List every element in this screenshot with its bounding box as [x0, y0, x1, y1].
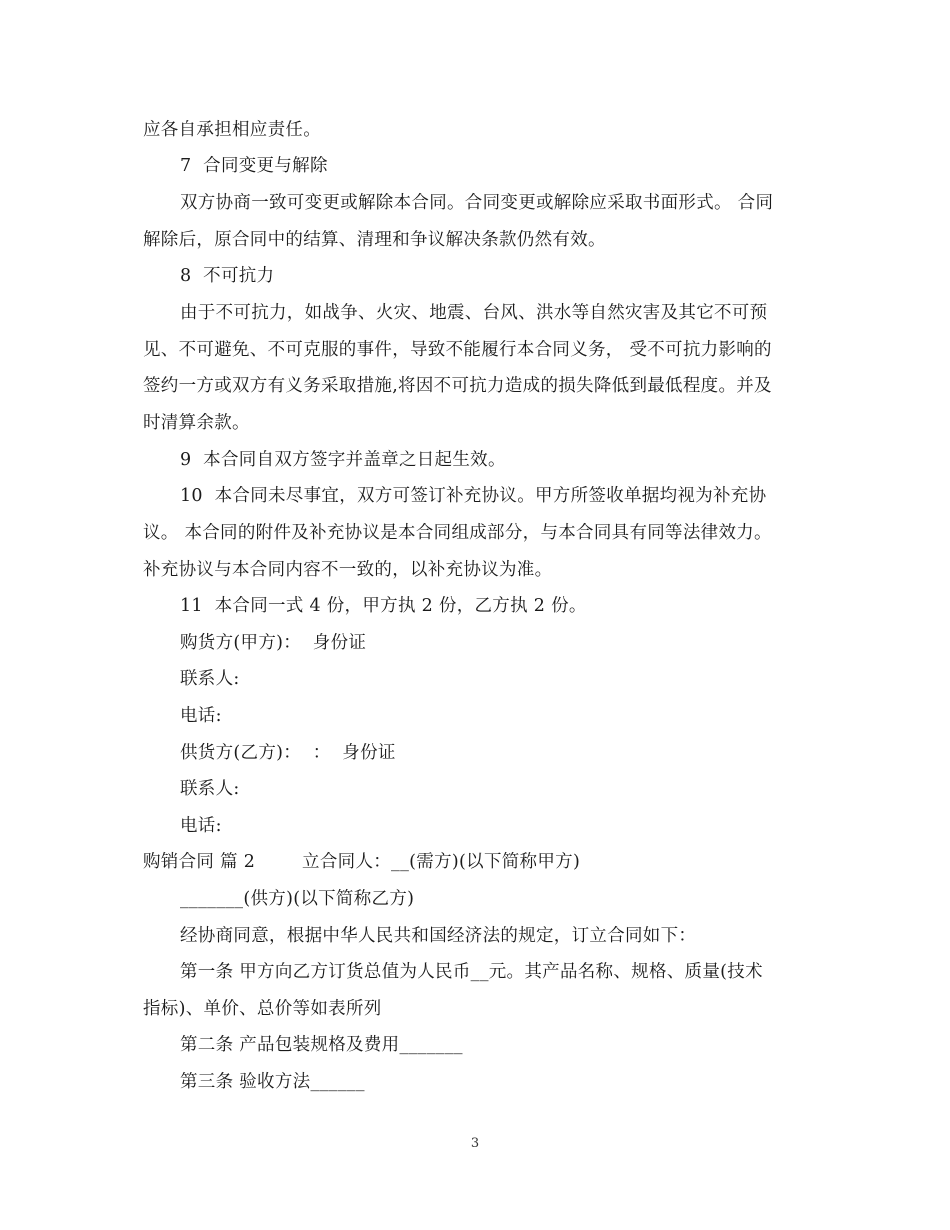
text-line: 经协商同意，根据中华人民共和国经济法的规定，订立合同如下：	[180, 926, 697, 946]
supplier-label: 供货方(乙方)： ： 身份证	[180, 743, 396, 763]
page-number: 3	[470, 1136, 480, 1151]
text-line: 双方协商一致可变更或解除本合同。合同变更或解除应采取书面形式。 合同	[180, 193, 774, 213]
section-heading: 7 合同变更与解除	[180, 156, 328, 176]
section-heading: 8 不可抗力	[180, 266, 275, 286]
text-line: 应各自承担相应责任。	[143, 120, 321, 140]
text-line: 时清算余款。	[143, 413, 250, 433]
clause-line: 9 本合同自双方签字并盖章之日起生效。	[180, 450, 506, 470]
contact-label: 联系人:	[180, 669, 240, 689]
text-line: _______(供方)(以下简称乙方)	[180, 889, 415, 909]
text-line: 由于不可抗力，如战争、火灾、地震、台风、洪水等自然灾害及其它不可预	[180, 303, 768, 323]
text-line: 补充协议与本合同内容不一致的，以补充协议为准。	[143, 560, 553, 580]
phone-label: 电话:	[180, 706, 222, 726]
text-line: 签约一方或双方有义务采取措施,将因不可抗力造成的损失降低到最低程度。并及	[143, 376, 772, 396]
clause-line: 10 本合同未尽事宜，双方可签订补充协议。甲方所签收单据均视为补充协	[180, 486, 767, 506]
text-line: 解除后，原合同中的结算、清理和争议解决条款仍然有效。	[143, 230, 606, 250]
text-line: 见、不可避免、不可克服的事件，导致不能履行本合同义务， 受不可抗力影响的	[143, 340, 772, 360]
article-line: 第三条 验收方法______	[180, 1072, 365, 1092]
article-line: 第一条 甲方向乙方订货总值为人民币__元。其产品名称、规格、质量(技术	[180, 962, 763, 982]
text-line: 议。 本合同的附件及补充协议是本合同组成部分，与本合同具有同等法律效力。	[143, 523, 772, 543]
phone-label: 电话:	[180, 816, 222, 836]
contact-label: 联系人:	[180, 779, 240, 799]
article-line: 第二条 产品包装规格及费用_______	[180, 1035, 463, 1055]
contract-heading: 购销合同 篇 2 立合同人：__(需方)(以下简称甲方)	[143, 852, 581, 872]
clause-line: 11 本合同一式 4 份，甲方执 2 份，乙方执 2 份。	[180, 596, 587, 616]
buyer-label: 购货方(甲方)： 身份证	[180, 633, 367, 653]
text-line: 指标)、单价、总价等如表所列	[143, 999, 382, 1019]
